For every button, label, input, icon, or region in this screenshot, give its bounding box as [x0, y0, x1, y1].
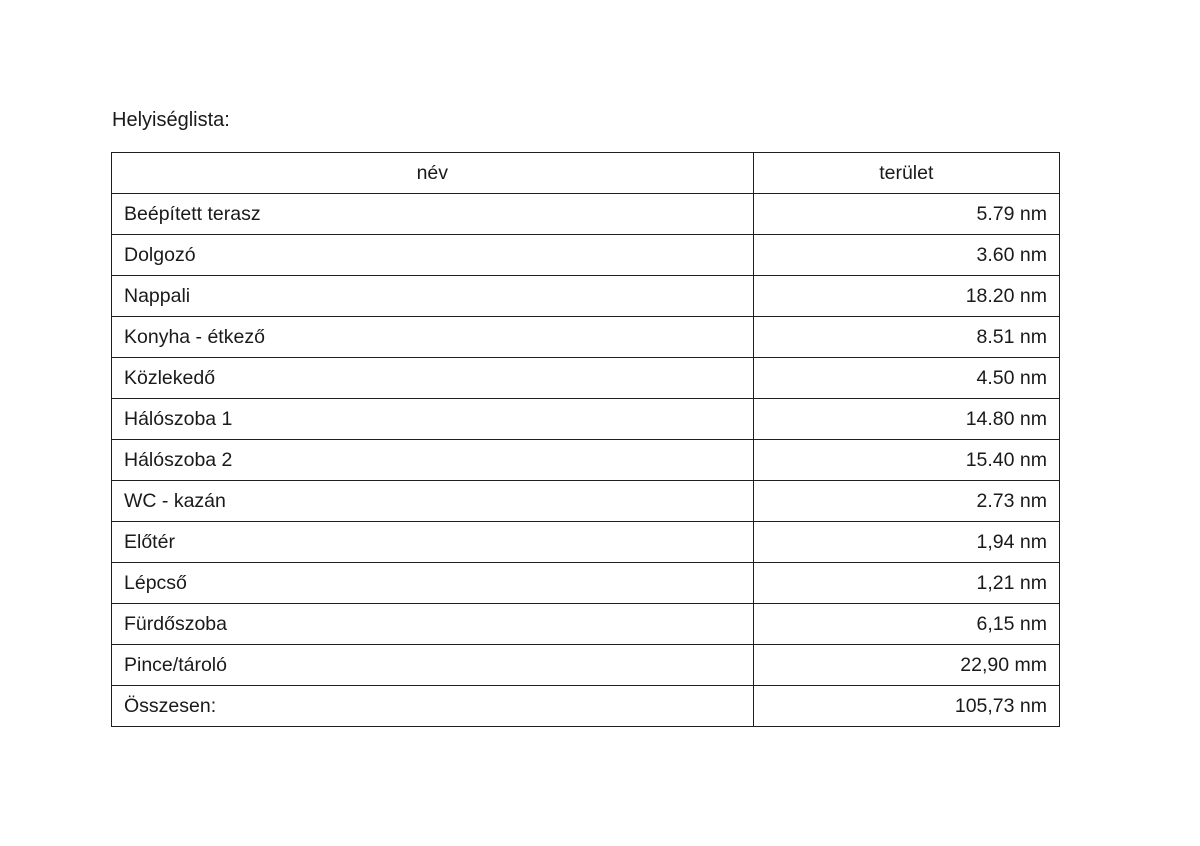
room-area: 15.40 nm [753, 440, 1059, 481]
table-row [112, 563, 1060, 604]
room-area: 18.20 nm [753, 276, 1059, 317]
room-name: Fürdőszoba [112, 604, 754, 645]
table-row [112, 399, 1060, 440]
table-row [112, 194, 1060, 235]
room-area: 14.80 nm [753, 399, 1059, 440]
table-row [112, 522, 1060, 563]
room-area: 22,90 mm [753, 645, 1059, 686]
room-name: Beépített terasz [112, 194, 754, 235]
total-label: Összesen: [112, 686, 754, 727]
room-name: Konyha - étkező [112, 317, 754, 358]
room-area: 1,21 nm [753, 563, 1059, 604]
room-area: 1,94 nm [753, 522, 1059, 563]
table-row [112, 235, 1060, 276]
room-name: Lépcső [112, 563, 754, 604]
room-list-table [111, 152, 1060, 727]
table-header-row [112, 153, 1060, 194]
room-area: 3.60 nm [753, 235, 1059, 276]
room-name: Pince/tároló [112, 645, 754, 686]
room-area: 5.79 nm [753, 194, 1059, 235]
table-row [112, 481, 1060, 522]
header-name: név [112, 153, 754, 194]
document-title: Helyiséglista: [112, 109, 230, 131]
room-name: Hálószoba 2 [112, 440, 754, 481]
table-row [112, 317, 1060, 358]
room-name: WC - kazán [112, 481, 754, 522]
room-name: Nappali [112, 276, 754, 317]
room-name: Hálószoba 1 [112, 399, 754, 440]
table-row [112, 276, 1060, 317]
total-area: 105,73 nm [753, 686, 1059, 727]
room-area: 8.51 nm [753, 317, 1059, 358]
table-row [112, 645, 1060, 686]
table-row [112, 604, 1060, 645]
table-row [112, 440, 1060, 481]
room-area: 2.73 nm [753, 481, 1059, 522]
room-name: Előtér [112, 522, 754, 563]
room-name: Közlekedő [112, 358, 754, 399]
room-area: 4.50 nm [753, 358, 1059, 399]
total-row [112, 686, 1060, 727]
header-area: terület [753, 153, 1059, 194]
room-area: 6,15 nm [753, 604, 1059, 645]
table-row [112, 358, 1060, 399]
room-name: Dolgozó [112, 235, 754, 276]
